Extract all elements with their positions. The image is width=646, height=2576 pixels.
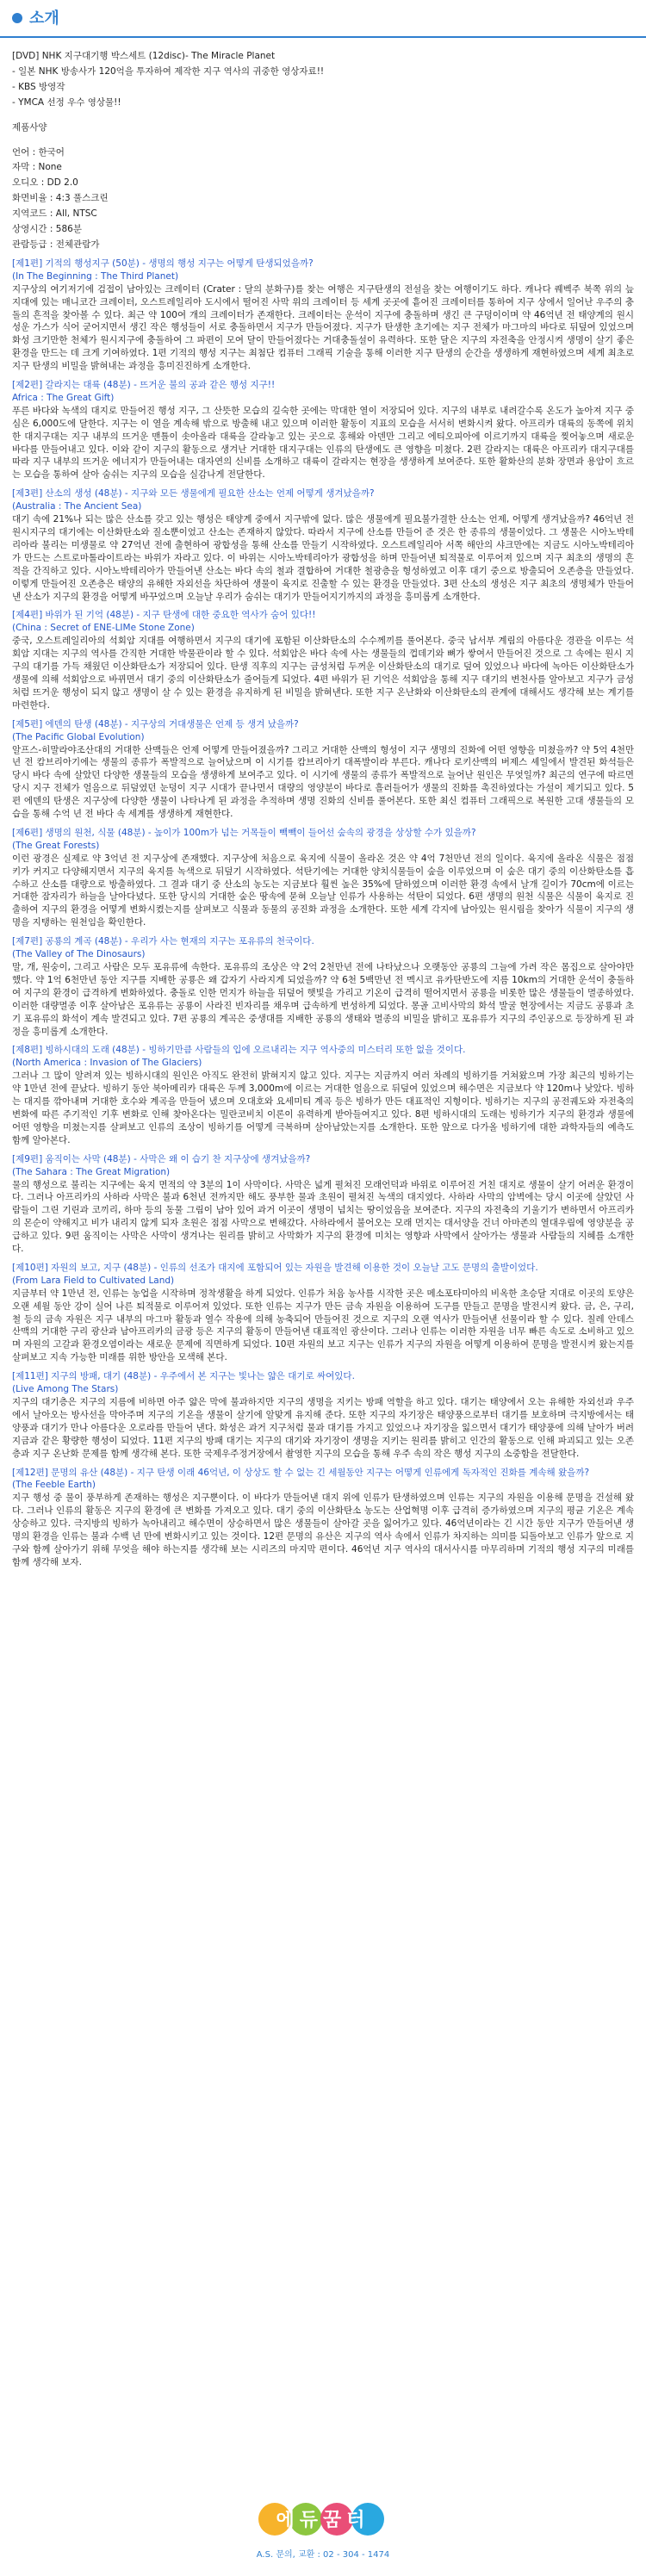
episode-title: [제12편] 문명의 유산 (48분) - 지구 탄생 이래 46억년, 이 상상도 할 수 없는 긴 세월동안 지구는 어떻게 인류에게 독자적인 진화를 계속해 왔을까? — [12, 1467, 590, 1478]
circle-bullet-icon — [12, 13, 22, 23]
episode-body: 중국, 오스트레일리아의 석회암 지대를 여행하면서 지구의 대기에 포함된 이산화탄소의 수수께끼를 풀어본다. 중국 남서부 계림의 아름다운 경관을 이루는 석회암 지대는 지구의 역사를 간직한 거대한 박물관이라 할 수 있다. 석회암은 바다 속에 사는 생물들의 껍데기와 뼈가 쌓여서 만들어진 것으로 그 속에는 원시 지구의 대기를 가득 채웠던 이산화탄소가 저장되어 있다. 탄생 직후의 지구는 금성처럼 두꺼운 이산화탄소의 대기로 덮여 있었으나 바다에 녹아든 이산화탄소가 생물에 의해 석회암으로 바뀌면서 대기 중의 이산화탄소가 줄어들게 되었다. 4편 바위가 된 기억은 석회암을 통해 지구 대기의 변천사를 알아보고 지구가 금성처럼 뜨거운 행성이 되지 않고 생명이 살 수 있는 환경을 유지하게 된 비밀을 밝혀낸다. 또한 지구 온난화와 이산화탄소의 관계에 대해서도 생각해 보는 계기를 마련한다. — [12, 636, 634, 711]
episode-subtitle: (Australia : The Ancient Sea) — [12, 501, 142, 512]
spec-line: 관람등급 : 전체관람가 — [12, 239, 100, 250]
episode-subtitle: (The Valley of The Dinosaurs) — [12, 949, 146, 960]
episode-body: 지구 행성 중 물이 풍부하게 존재하는 행성은 지구뿐이다. 이 바다가 만들어낸 대지 위에 인류가 탄생하였으며 인류는 지구의 자원을 이용해 문명을 건설해 왔다. 그러나 인류의 활동은 지구의 환경에 큰 변화를 가져오고 있다. 대기 중의 이산화탄소 농도는 산업혁명 이후 급격히 증가하였으며 지구의 평균 기온은 계속 상승하고 있다. 극지방의 빙하가 녹아내리고 해수면이 상승하면서 많은 생물들이 살아갈 곳을 잃어가고 있다. 46억년이라는 긴 시간 동안 지구가 만들어낸 생명의 환경을 인류는 불과 수백 년 만에 변화시키고 있는 것이다. 12편 문명의 유산은 지구의 역사 속에서 인류가 차지하는 의미를 되돌아보고 인류가 앞으로 지구와 함께 살아가기 위해 무엇을 해야 하는지를 생각해 보는 시리즈의 마지막 편이다. 46억년 지구 역사의 대서사시를 마무리하며 기적의 행성 지구의 미래를 함께 생각해 보자. — [12, 1493, 634, 1567]
spec-line: 상영시간 : 586분 — [12, 224, 82, 235]
section-title: 소개 — [29, 9, 59, 28]
episode-body: 알프스-히말라야조산대의 거대한 산맥들은 언제 어떻게 만들어졌을까? 그리고 거대한 산맥의 형성이 지구 생명의 진화에 어떤 영향을 미쳤을까? 약 5억 4천만년 전 캄브리아기에는 생물의 종류가 폭발적으로 늘어났으며 이 시기를 캄브리아기 대폭발이라 부른다. 캐나다 로키산맥의 버제스 셰일에서 발견된 화석들은 당시 바다 속에 살았던 다양한 생물들의 모습을 생생하게 보여주고 있다. 이 시기에 생물의 종류가 폭발적으로 늘어난 원인은 무엇일까? 최근의 연구에 따르면 당시 지구 전체가 얼음으로 뒤덮였던 눈덩이 지구 시대가 끝나면서 대량의 영양분이 바다로 흘러들어가 생물의 진화를 촉진하였다는 가설이 제기되고 있다. 5편 에덴의 탄생은 지구상에 다양한 생물이 나타나게 된 과정을 추적하며 생명 진화의 신비를 풀어본다. 또한 최신 컴퓨터 그래픽으로 복원한 고대 생물들의 모습을 통해 수억 년 전 바다 속 세계를 생생하게 재현한다. — [12, 744, 634, 820]
episode-item — [12, 1370, 634, 1460]
intro-line: [DVD] NHK 지구대기행 박스세트 (12disc)- The Miracle Planet — [12, 51, 276, 61]
footer — [0, 2489, 646, 2576]
episode-subtitle: (The Sahara : The Great Migration) — [12, 1166, 171, 1177]
intro-line: - 일본 NHK 방송사가 120억을 투자하여 제작한 지구 역사의 귀중한 영상자료!! — [12, 65, 325, 77]
episode-title: [제2편] 갈라지는 대륙 (48분) - 뜨거운 불의 공과 같은 행성 지구!! — [12, 380, 276, 391]
episode-item — [12, 258, 634, 373]
episode-title: [제10편] 자원의 보고, 지구 (48분) - 인류의 선조가 대지에 포함되어 있는 자원을 발견해 이용한 것이 오늘날 고도 문명의 출발이었다. — [12, 1262, 538, 1273]
episode-body: 지구상의 여기저기에 검접이 남아있는 크레이터 (Crater : 달의 분화구)를 찾는 여행은 지구탄생의 전설을 찾는 여행이기도 하다. 캐나다 퀘벡주 북쪽 위의 늪지대에 있는 매니코간 크레이터, 오스트레일리아 도시에서 떨어진 사막 위의 크레이터 등 세계 곳곳에 흩어진 크레이터를 통하여 지구 상에서 일어난 우주의 충돌의 흔적을 찾아볼 수 있다. 최근 약 100여 개의 크레이터가 존재한다. 크레이터는 운석이 지구에 충돌하며 생긴 큰 구덩이이며 약 46억년 전 태양계의 원시성운 가스가 식어 굳어지면서 생긴 작은 행성들이 서로 충돌하면서 지구가 만들어졌다. 지구가 탄생한 초기에는 지구 전체가 마그마의 바다로 뒤덮여 있었으며 화성 크기만한 천체가 원시지구에 충돌하여 그 파편이 모여 달이 만들어졌다는 거대충돌설이 유력하다. 또한 달은 지구의 자전축을 안정시켜 생명이 살기 좋은 환경을 만드는 데 크게 기여하였다. 1편 기적의 행성 지구는 최첨단 컴퓨터 그래픽 기술을 통해 이러한 지구 탄생의 순간을 생생하게 재현하였으며 세계 최초로 지구 탄생의 비밀을 밝혀내는 과정을 흥미진진하게 소개한다. — [12, 283, 634, 372]
section-header — [0, 0, 646, 38]
episode-item — [12, 1153, 634, 1256]
edu-logo — [258, 2496, 388, 2542]
episode-subtitle: (In The Beginning : The Third Planet) — [12, 270, 179, 282]
episode-body: 대기 속에 21%나 되는 많은 산소를 갖고 있는 행성은 태양계 중에서 지구밖에 없다. 많은 생물에게 필요불가결한 산소는 언제, 어떻게 생겨났을까? 46억년 전 원시지구의 대기에는 이산화탄소와 질소뿐이었고 산소는 존재하지 않았다. 따라서 지구에 산소를 만들어 준 것은 한 종류의 생물이었다. 그 생물은 시아노박테리아라 불리는 미생물로 약 27억년 전에 출현하여 광합성을 통해 산소를 만들기 시작하였다. 오스트레일리아 서쪽 해안의 샤크만에는 지금도 시아노박테리아가 만드는 스트로마톨라이트라는 바위가 자라고 있다. 이 바위는 시아노박테리아가 광합성을 하며 만들어낸 퇴적물로 이루어져 있으며 지구 최초의 생명의 흔적을 간직하고 있다. 시아노박테리아가 만들어낸 산소는 바다 속의 철과 결합하여 거대한 철광층을 형성하였고 이후 대기 중으로 방출되어 오존층을 만들었다. 이렇게 만들어진 오존층은 태양의 유해한 자외선을 차단하여 생물이 육지로 진출할 수 있는 환경을 만들었다. 3편 산소의 생성은 지구 최초의 생명체가 만들어낸 산소가 지구의 환경을 어떻게 바꾸었으며 오늘날 우리가 숨쉬는 대기가 만들어지기까지의 과정을 흥미롭게 소개한다. — [12, 514, 634, 602]
episode-title: [제6편] 생명의 원천, 식물 (48분) - 높이가 100m가 넘는 거목들이 빽빽이 들어선 숲속의 광경을 상상할 수가 있을까? — [12, 827, 476, 838]
episode-body: 지구의 대기층은 지구의 지름에 비하면 아주 얇은 막에 불과하지만 지구의 생명을 지키는 방패 역할을 하고 있다. 대기는 태양에서 오는 유해한 자외선과 우주에서 날아오는 방사선을 막아주며 지구의 기온을 생물이 살기에 알맞게 유지해 준다. 또한 지구의 자기장은 태양풍으로부터 대기를 보호하며 극지방에서는 태양풍과 대기가 만나 아름다운 오로라를 만들어 낸다. 화성은 과거 지구처럼 물과 대기를 가지고 있었으나 자기장을 잃으면서 대기가 태양풍에 의해 날아가 버려 지금과 같은 황량한 행성이 되었다. 11편 지구의 방패 대기는 지구의 대기와 자기장이 생명을 지키는 원리를 밝히고 인간의 활동으로 인해 파괴되고 있는 오존층과 지구 온난화 문제를 함께 생각해 본다. 또한 국제우주정거장에서 촬영한 지구의 모습을 통해 우주 속의 작은 행성 지구의 소중함을 전달한다. — [12, 1397, 634, 1459]
episode-item — [12, 1262, 634, 1364]
episode-body: 그러나 그 많이 알려져 있는 빙하시대의 원인은 아직도 완전히 밝혀지지 않고 있다. 지구는 지금까지 여러 차례의 빙하기를 거쳐왔으며 가장 최근의 빙하기는 약 1만년 전에 끝났다. 빙하기 동안 북아메리카 대륙은 두께 3,000m에 이르는 거대한 얼음으로 뒤덮여 있었으며 해수면은 지금보다 약 120m나 낮았다. 빙하는 대지를 깎아내며 거대한 호수와 계곡을 만들어 냈으며 오대호와 요세미티 계곡 등은 빙하가 만든 대표적인 지형이다. 빙하기는 지구의 공전궤도와 자전축의 변화에 따른 주기적인 기후 변화로 인해 찾아온다는 밀란코비치 이론이 유력하게 받아들여지고 있다. 8편 빙하시대의 도래는 빙하기가 지구의 환경과 생물에 어떤 영향을 미쳤는지를 살펴보고 인류의 조상이 빙하기를 어떻게 극복하며 살아남았는지를 소개한다. 또한 앞으로 다가올 빙하기에 대한 과학자들의 예측도 함께 알아본다. — [12, 1071, 634, 1145]
intro-line: - KBS 방영작 — [12, 81, 65, 92]
episode-title: [제7편] 공룡의 계곡 (48분) - 우리가 사는 현재의 지구는 포유류의 천국이다. — [12, 936, 314, 947]
episode-title: [제8편] 빙하시대의 도래 (48분) - 빙하기만큼 사람들의 입에 오르내리는 지구 역사중의 미스터리 또한 없을 것이다. — [12, 1045, 466, 1056]
episode-subtitle: (North America : Invasion of The Glaciers) — [12, 1058, 202, 1069]
episode-body: 물의 행성으로 불리는 지구에는 육지 면적의 약 3분의 1이 사막이다. 사막은 넓게 펼쳐진 모래언덕과 바위로 이루어진 거친 대지로 생물이 살기 어려운 환경이다. 그러나 아프리카의 사하라 사막은 불과 6천년 전까지만 해도 풍부한 물과 초원이 펼쳐진 녹색의 대지였다. 사하라 사막의 암벽에는 당시 이곳에 살았던 사람들이 그린 기린과 코끼리, 하마 등의 동물 그림이 남아 있어 과거 이곳이 생명이 넘치는 땅이었음을 보여준다. 지구의 자전축의 기울기가 변하면서 아프리카의 몬순이 약해지고 비가 내리지 않게 되자 초원은 점점 사막으로 변해갔다. 사하라에서 불어오는 모래 먼지는 대서양을 건너 아마존의 열대우림에 영양분을 공급하고 있다. 9편 움직이는 사막은 사막이 생겨나는 원리를 밝히고 사막화가 지구의 환경에 미치는 영향과 사막에서 살아가는 생물과 사람들의 지혜를 소개한다. — [12, 1179, 634, 1255]
episode-title: [제3편] 산소의 생성 (48분) - 지구와 모든 생물에게 필요한 산소는 언제 어떻게 생겨났을까? — [12, 488, 375, 500]
episode-list — [12, 258, 634, 1569]
episode-subtitle: (The Feeble Earth) — [12, 1480, 96, 1491]
episode-item — [12, 1044, 634, 1146]
episode-subtitle: (From Lara Field to Cultivated Land) — [12, 1275, 175, 1286]
spec-line: 지역코드 : All, NTSC — [12, 208, 97, 220]
episode-title: [제11편] 지구의 방패, 대기 (48분) - 우주에서 본 지구는 빛나는 얇은 대기로 싸여있다. — [12, 1371, 355, 1382]
episode-body: 지금부터 약 1만년 전, 인류는 농업을 시작하며 정착생활을 하게 되었다. 인류가 처음 농사를 시작한 곳은 메소포타미아의 비옥한 초승달 지대로 이곳의 토양은 오랜 세월 동안 강이 실어 나른 퇴적물로 이루어져 있었다. 또한 인류는 지구가 만든 금속 자원을 이용하여 도구를 만들고 문명을 발전시켜 왔다. 금, 은, 구리, 철 등의 금속 자원은 지구 내부의 마그마 활동과 열수 작용에 의해 농축되어 만들어진 것으로 지구의 오랜 역사가 만들어낸 선물이라 할 수 있다. 칠레 안데스 산맥의 거대한 구리 광산과 남아프리카의 금광 등은 지구의 활동이 만들어낸 대표적인 광산이다. 그러나 인류는 이러한 자원을 너무 빠른 속도로 소비하고 있으며 자원의 고갈과 환경오염이라는 새로운 문제에 직면하게 되었다. 10편 자원의 보고 지구는 인류가 지구의 자원을 어떻게 이용하여 문명을 발전시켜 왔는지를 살펴보고 지속 가능한 미래를 위한 방안을 모색해 본다. — [12, 1288, 634, 1363]
episode-subtitle: (The Pacific Global Evolution) — [12, 731, 145, 742]
as-contact-line: A.S. 문의, 교환 : 02 - 304 - 1474 — [256, 2550, 390, 2560]
episode-item — [12, 718, 634, 821]
episode-title: [제9편] 움직이는 사막 (48분) - 사막은 왜 이 습기 찬 지구상에 생겨났을까? — [12, 1153, 311, 1164]
episode-item — [12, 487, 634, 603]
spec-line: 오디오 : DD 2.0 — [12, 177, 78, 189]
episode-body: 푸른 바다와 녹색의 대지로 만들어진 행성 지구, 그 산뜻한 모습의 깊숙한 곳에는 막대한 열이 저장되어 있다. 지구의 내부로 내려갈수록 온도가 높아져 지구 중심은 6,000도에 달한다. 지구는 이 열을 계속해 밖으로 방출해 내고 있으며 이러한 활동이 지표의 모습을 서서히 변화시켜 왔다. 아프리카 대륙의 동쪽에 위치한 대지구대는 지구 내부의 뜨거운 맨틀이 솟아올라 대륙을 갈라놓고 있는 곳으로 홍해와 아덴만 그리고 에티오피아에 이르기까지 대륙을 찢어놓으며 새로운 바다를 만들어내고 있다. 이와 같이 지구의 활동으로 생겨난 거대한 대지구대는 인류의 탄생에도 큰 영향을 미쳤다. 2편 갈라지는 대륙은 아프리카 대지구대를 따라 지구 내부의 뜨거운 에너지가 만들어내는 대자연의 신비를 소개하고 대륙이 갈라지는 현장을 생생하게 보여준다. 또한 활화산의 분화 장면과 용암이 흐르는 모습을 통하여 살아 숨쉬는 지구의 모습을 실감나게 전달한다. — [12, 405, 634, 481]
episode-subtitle: (The Great Forests) — [12, 840, 100, 851]
logo-text: 에듀꿈터 — [276, 2510, 370, 2531]
episode-body: 말, 개, 원숭이, 그리고 사람은 모두 포유류에 속한다. 포유류의 조상은 약 2억 2천만년 전에 나타났으나 오랫동안 공룡의 그늘에 가려 작은 몸집으로 살아야만 했다. 약 1억 6천만년 동안 지구를 지배한 공룡은 왜 갑자기 사라지게 되었을까? 약 6천 5백만년 전 멕시코 유카탄반도에 지름 10km의 거대한 운석이 충돌하여 지구의 환경이 급격하게 변화하였다. 충돌로 인한 먼지가 하늘을 뒤덮어 햇빛을 가리고 기온이 급격히 떨어지면서 공룡을 비롯한 많은 생물들이 멸종하였다. 이러한 대량멸종 이후 살아남은 포유류는 공룡이 사라진 빈자리를 채우며 급속하게 번성하게 되었다. 몽골 고비사막의 화석 발굴 현장에서는 지금도 공룡과 초기 포유류의 화석이 계속 발견되고 있다. 7편 공룡의 계곡은 중생대를 지배한 공룡의 생태와 멸종의 비밀을 밝히고 포유류가 지구의 주인공으로 등장하게 된 과정을 흥미롭게 소개한다. — [12, 962, 634, 1037]
episode-subtitle: (China : Secret of ENE-LIMe Stone Zone) — [12, 623, 195, 634]
description-content — [12, 50, 634, 1569]
spec-list — [12, 146, 634, 251]
episode-subtitle: Africa : The Great Gift) — [12, 392, 115, 403]
episode-title: [제1편] 기적의 행성지구 (50분) - 생명의 행성 지구는 어떻게 탄생되었을까? — [12, 258, 314, 269]
spec-line: 언어 : 한국어 — [12, 146, 65, 158]
spec-line: 화면비율 : 4:3 풀스크린 — [12, 193, 109, 204]
episode-title: [제4편] 바위가 된 기억 (48분) - 지구 탄생에 대한 중요한 역사가 숨어 있다!! — [12, 610, 316, 621]
spec-title: 제품사양 — [12, 121, 47, 133]
intro-block — [12, 50, 634, 109]
episode-item — [12, 379, 634, 481]
episode-item — [12, 935, 634, 1038]
episode-item — [12, 1467, 634, 1569]
episode-body: 이런 광경은 실제로 약 3억년 전 지구상에 존재했다. 지구상에 처음으로 육지에 식물이 올라온 것은 약 4억 7천만년 전의 일이다. 육지에 올라온 식물은 점점 키가 커지고 다양해지면서 지구의 육지를 녹색으로 뒤덮기 시작하였다. 석탄기에는 거대한 양치식물들이 숲을 이루었으며 이 숲은 대기 중의 이산화탄소를 흡수하고 산소를 대량으로 방출하였다. 그 결과 대기 중 산소의 농도는 지금보다 훨씬 높은 35%에 달하였으며 이러한 환경 속에서 날개 길이가 70cm에 이르는 거대한 잠자리가 하늘을 날아다녔다. 또한 당시의 거대한 숲은 땅속에 묻혀 오늘날 인류가 사용하는 석탄이 되었다. 6편 생명의 원천 식물은 식물이 육지로 진출하여 지구의 환경을 어떻게 변화시켰는지를 살펴보고 식물과 동물의 공진화 과정을 소개한다. 또한 세계 각지에 남아있는 원시림을 찾아가 식물이 지구의 생명을 지탱하는 원천임을 확인한다. — [12, 853, 634, 928]
episode-item — [12, 827, 634, 929]
episode-subtitle: (Live Among The Stars) — [12, 1384, 119, 1395]
episode-title: [제5편] 에덴의 탄생 (48분) - 지구상의 거대생물은 언제 등 생겨 났을까? — [12, 718, 299, 729]
spec-line: 자막 : None — [12, 162, 62, 173]
episode-item — [12, 609, 634, 711]
intro-line: - YMCA 선정 우수 영상물!! — [12, 96, 121, 108]
